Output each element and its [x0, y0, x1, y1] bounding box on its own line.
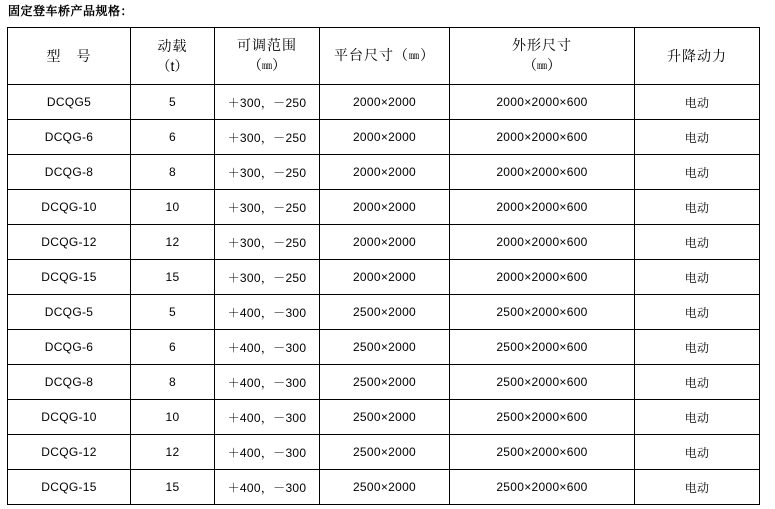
cell-platform-size: 2500×2000 — [320, 330, 450, 365]
cell-load: 15 — [131, 470, 215, 505]
table-row — [8, 365, 760, 400]
column-header-overall-size-label: 外形尺寸 — [512, 37, 572, 53]
cell-platform-size: 2000×2000 — [320, 155, 450, 190]
cell-model: DCQG-12 — [8, 225, 131, 260]
column-header-lift-power — [635, 28, 760, 85]
millimeter-unit-icon: ㎜ — [537, 61, 547, 72]
cell-load: 8 — [131, 155, 215, 190]
cell-overall-size: 2000×2000×600 — [450, 190, 635, 225]
millimeter-unit-icon: ㎜ — [262, 61, 272, 72]
table-body — [8, 85, 760, 505]
cell-range: ＋400，－300 — [215, 330, 320, 365]
cell-load: 12 — [131, 225, 215, 260]
cell-model: DCQG-10 — [8, 400, 131, 435]
cell-range: ＋300，－250 — [215, 190, 320, 225]
cell-load: 15 — [131, 260, 215, 295]
column-header-range-label: 可调范围 — [237, 37, 297, 53]
table-row — [8, 295, 760, 330]
cell-range: ＋300，－250 — [215, 225, 320, 260]
cell-range: ＋300，－250 — [215, 260, 320, 295]
cell-platform-size: 2500×2000 — [320, 295, 450, 330]
cell-range: ＋300，－250 — [215, 85, 320, 120]
cell-lift-power: 电动 — [635, 120, 760, 155]
cell-lift-power: 电动 — [635, 225, 760, 260]
cell-overall-size: 2500×2000×600 — [450, 330, 635, 365]
column-header-lift-power-label: 升降动力 — [667, 48, 727, 64]
page-title: 固定登车桥产品规格： — [8, 4, 134, 18]
table-header-row — [8, 28, 760, 85]
cell-overall-size: 2500×2000×600 — [450, 295, 635, 330]
column-header-platform-size-label: 平台尺寸（㎜） — [334, 47, 435, 63]
cell-model: DCQG5 — [8, 85, 131, 120]
column-header-platform-size — [320, 28, 450, 85]
cell-platform-size: 2000×2000 — [320, 190, 450, 225]
cell-lift-power: 电动 — [635, 295, 760, 330]
table-row — [8, 225, 760, 260]
column-header-range-unit: （㎜） — [248, 57, 286, 73]
cell-model: DCQG-15 — [8, 470, 131, 505]
cell-load: 6 — [131, 330, 215, 365]
column-header-overall-size-unit: （㎜） — [523, 57, 561, 73]
cell-load: 10 — [131, 190, 215, 225]
cell-range: ＋300，－250 — [215, 120, 320, 155]
cell-platform-size: 2500×2000 — [320, 365, 450, 400]
cell-overall-size: 2500×2000×600 — [450, 400, 635, 435]
cell-overall-size: 2500×2000×600 — [450, 435, 635, 470]
cell-overall-size: 2000×2000×600 — [450, 155, 635, 190]
cell-platform-size: 2500×2000 — [320, 435, 450, 470]
product-spec-table — [7, 27, 760, 505]
cell-overall-size: 2500×2000×600 — [450, 365, 635, 400]
cell-model: DCQG-12 — [8, 435, 131, 470]
column-header-model-label: 型 号 — [46, 48, 92, 64]
cell-lift-power: 电动 — [635, 435, 760, 470]
cell-range: ＋400，－300 — [215, 400, 320, 435]
column-header-load-unit: （t） — [156, 58, 189, 74]
cell-model: DCQG-5 — [8, 295, 131, 330]
column-header-load — [131, 28, 215, 85]
cell-load: 10 — [131, 400, 215, 435]
cell-overall-size: 2000×2000×600 — [450, 260, 635, 295]
spec-table-container — [7, 27, 759, 505]
table-header — [8, 28, 760, 85]
cell-load: 6 — [131, 120, 215, 155]
cell-model: DCQG-6 — [8, 330, 131, 365]
cell-model: DCQG-10 — [8, 190, 131, 225]
table-row — [8, 85, 760, 120]
cell-model: DCQG-6 — [8, 120, 131, 155]
cell-load: 5 — [131, 295, 215, 330]
cell-lift-power: 电动 — [635, 190, 760, 225]
cell-range: ＋400，－300 — [215, 435, 320, 470]
column-header-model — [8, 28, 131, 85]
cell-load: 12 — [131, 435, 215, 470]
cell-platform-size: 2000×2000 — [320, 120, 450, 155]
table-row — [8, 120, 760, 155]
cell-platform-size: 2000×2000 — [320, 260, 450, 295]
cell-overall-size: 2000×2000×600 — [450, 225, 635, 260]
cell-range: ＋300，－250 — [215, 155, 320, 190]
column-header-overall-size — [450, 28, 635, 85]
cell-lift-power: 电动 — [635, 470, 760, 505]
cell-platform-size: 2500×2000 — [320, 470, 450, 505]
table-row — [8, 155, 760, 190]
cell-lift-power: 电动 — [635, 400, 760, 435]
millimeter-unit-icon: ㎜ — [409, 51, 420, 62]
cell-platform-size: 2500×2000 — [320, 400, 450, 435]
cell-range: ＋400，－300 — [215, 470, 320, 505]
table-row — [8, 190, 760, 225]
cell-load: 5 — [131, 85, 215, 120]
cell-lift-power: 电动 — [635, 260, 760, 295]
table-row — [8, 330, 760, 365]
cell-model: DCQG-15 — [8, 260, 131, 295]
column-header-range — [215, 28, 320, 85]
table-row — [8, 435, 760, 470]
cell-load: 8 — [131, 365, 215, 400]
cell-model: DCQG-8 — [8, 365, 131, 400]
cell-platform-size: 2000×2000 — [320, 225, 450, 260]
cell-lift-power: 电动 — [635, 365, 760, 400]
cell-lift-power: 电动 — [635, 85, 760, 120]
table-row — [8, 400, 760, 435]
cell-lift-power: 电动 — [635, 155, 760, 190]
cell-platform-size: 2000×2000 — [320, 85, 450, 120]
table-row — [8, 260, 760, 295]
cell-overall-size: 2000×2000×600 — [450, 120, 635, 155]
cell-overall-size: 2000×2000×600 — [450, 85, 635, 120]
column-header-load-label: 动载 — [157, 38, 188, 54]
cell-range: ＋400，－300 — [215, 295, 320, 330]
cell-model: DCQG-8 — [8, 155, 131, 190]
cell-range: ＋400，－300 — [215, 365, 320, 400]
cell-lift-power: 电动 — [635, 330, 760, 365]
table-row — [8, 470, 760, 505]
cell-overall-size: 2500×2000×600 — [450, 470, 635, 505]
